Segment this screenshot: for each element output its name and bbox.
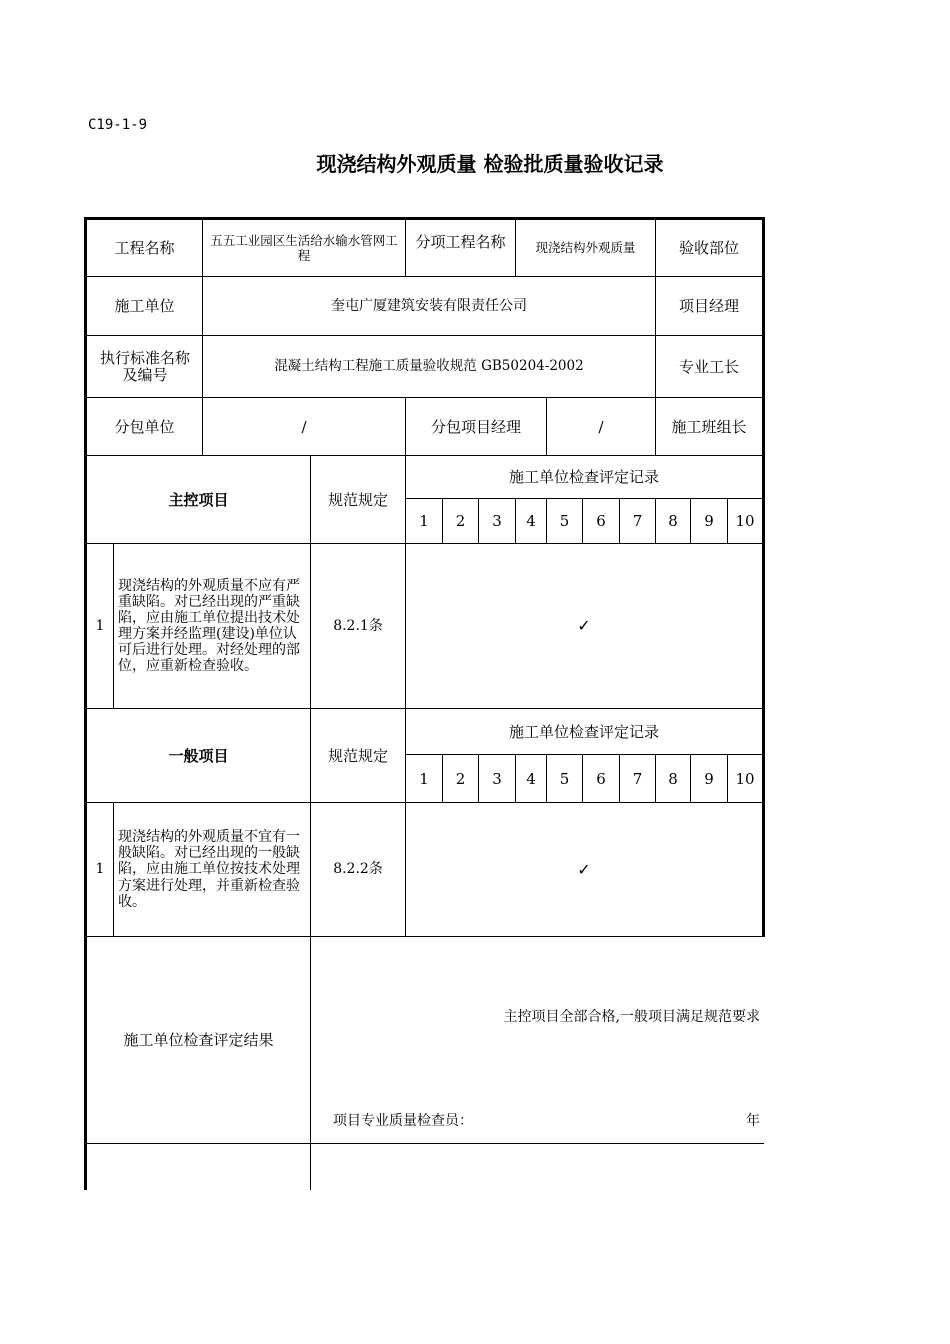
document-code: C19-1-9	[88, 117, 148, 133]
construction-unit-value: 奎屯广厦建筑安装有限责任公司	[331, 297, 527, 314]
project-name-value: 五五工业园区生活给水输水管网工程	[210, 232, 398, 263]
main-col-number: 9	[704, 512, 714, 530]
page-title: 现浇结构外观质量 检验批质量验收记录	[316, 152, 664, 176]
main-col-number: 7	[632, 512, 643, 530]
main-col-number: 8	[668, 512, 678, 530]
general-col-number: 6	[596, 769, 606, 788]
sub-manager-value: /	[598, 417, 604, 436]
inspector-label: 项目专业质量检查员：	[333, 1112, 473, 1129]
subcontractor-label: 分包单位	[114, 417, 175, 436]
general-col-number: 3	[492, 769, 502, 788]
general-spec-label: 规范规定	[327, 746, 388, 765]
year-label: 年	[746, 1112, 760, 1129]
team-leader-label: 施工班组长	[671, 417, 747, 436]
general-col-number: 10	[735, 769, 755, 788]
result-label: 施工单位检查评定结果	[123, 1031, 274, 1049]
general-col-number: 1	[419, 769, 429, 788]
general-col-number: 7	[632, 769, 643, 788]
main-item-check-mark: ✓	[577, 616, 591, 636]
main-col-number: 2	[455, 512, 466, 530]
main-col-number: 3	[492, 512, 502, 530]
project-manager-label: 项目经理	[678, 297, 739, 315]
general-col-number: 4	[526, 769, 536, 788]
general-item-spec: 8.2.2条	[333, 861, 383, 878]
result-text: 主控项目全部合格,一般项目满足规范要求	[503, 1008, 760, 1025]
general-section-label: 一般项目	[168, 746, 229, 765]
subproject-value: 现浇结构外观质量	[535, 240, 636, 255]
main-col-number: 5	[559, 512, 570, 530]
main-col-number: 6	[596, 512, 606, 530]
main-item-text: 现浇结构的外观质量不应有严重缺陷。对已经出现的严重缺陷，应由施工单位提出技术处理方案并经监理(建设)单位认可后进行处理。对经处理的部位，应重新检查验收。	[118, 577, 300, 675]
foreman-label: 专业工长	[678, 357, 739, 376]
subcontractor-value: /	[301, 417, 307, 436]
general-record-label: 施工单位检查评定记录	[508, 722, 659, 741]
standard-value: 混凝土结构工程施工质量验收规范 GB50204-2002	[274, 358, 584, 375]
main-col-number: 1	[419, 512, 429, 530]
main-item-spec: 8.2.1条	[333, 617, 383, 634]
sub-manager-label: 分包项目经理	[430, 417, 521, 436]
general-col-number: 2	[455, 769, 466, 788]
general-col-number: 8	[668, 769, 678, 788]
general-item-text: 现浇结构的外观质量不宜有一般缺陷。对已经出现的一般缺陷，应由施工单位按技术处理方案进行处理，并重新检查验收。	[118, 829, 300, 910]
acceptance-part-label: 验收部位	[678, 238, 739, 257]
subproject-label: 分项工程名称	[415, 232, 506, 251]
general-item-number: 1	[95, 861, 105, 878]
general-item-check-mark: ✓	[577, 859, 591, 879]
main-col-number: 4	[526, 512, 536, 530]
main-spec-label: 规范规定	[327, 490, 388, 509]
general-col-number: 5	[559, 769, 570, 788]
main-section-label: 主控项目	[168, 490, 229, 509]
main-col-number: 10	[735, 512, 755, 530]
project-name-label: 工程名称	[114, 238, 175, 257]
general-col-number: 9	[704, 769, 714, 788]
construction-unit-label: 施工单位	[114, 297, 175, 315]
main-record-label: 施工单位检查评定记录	[508, 468, 659, 486]
standard-label: 执行标准名称及编号	[100, 349, 191, 384]
main-item-number: 1	[95, 617, 105, 634]
